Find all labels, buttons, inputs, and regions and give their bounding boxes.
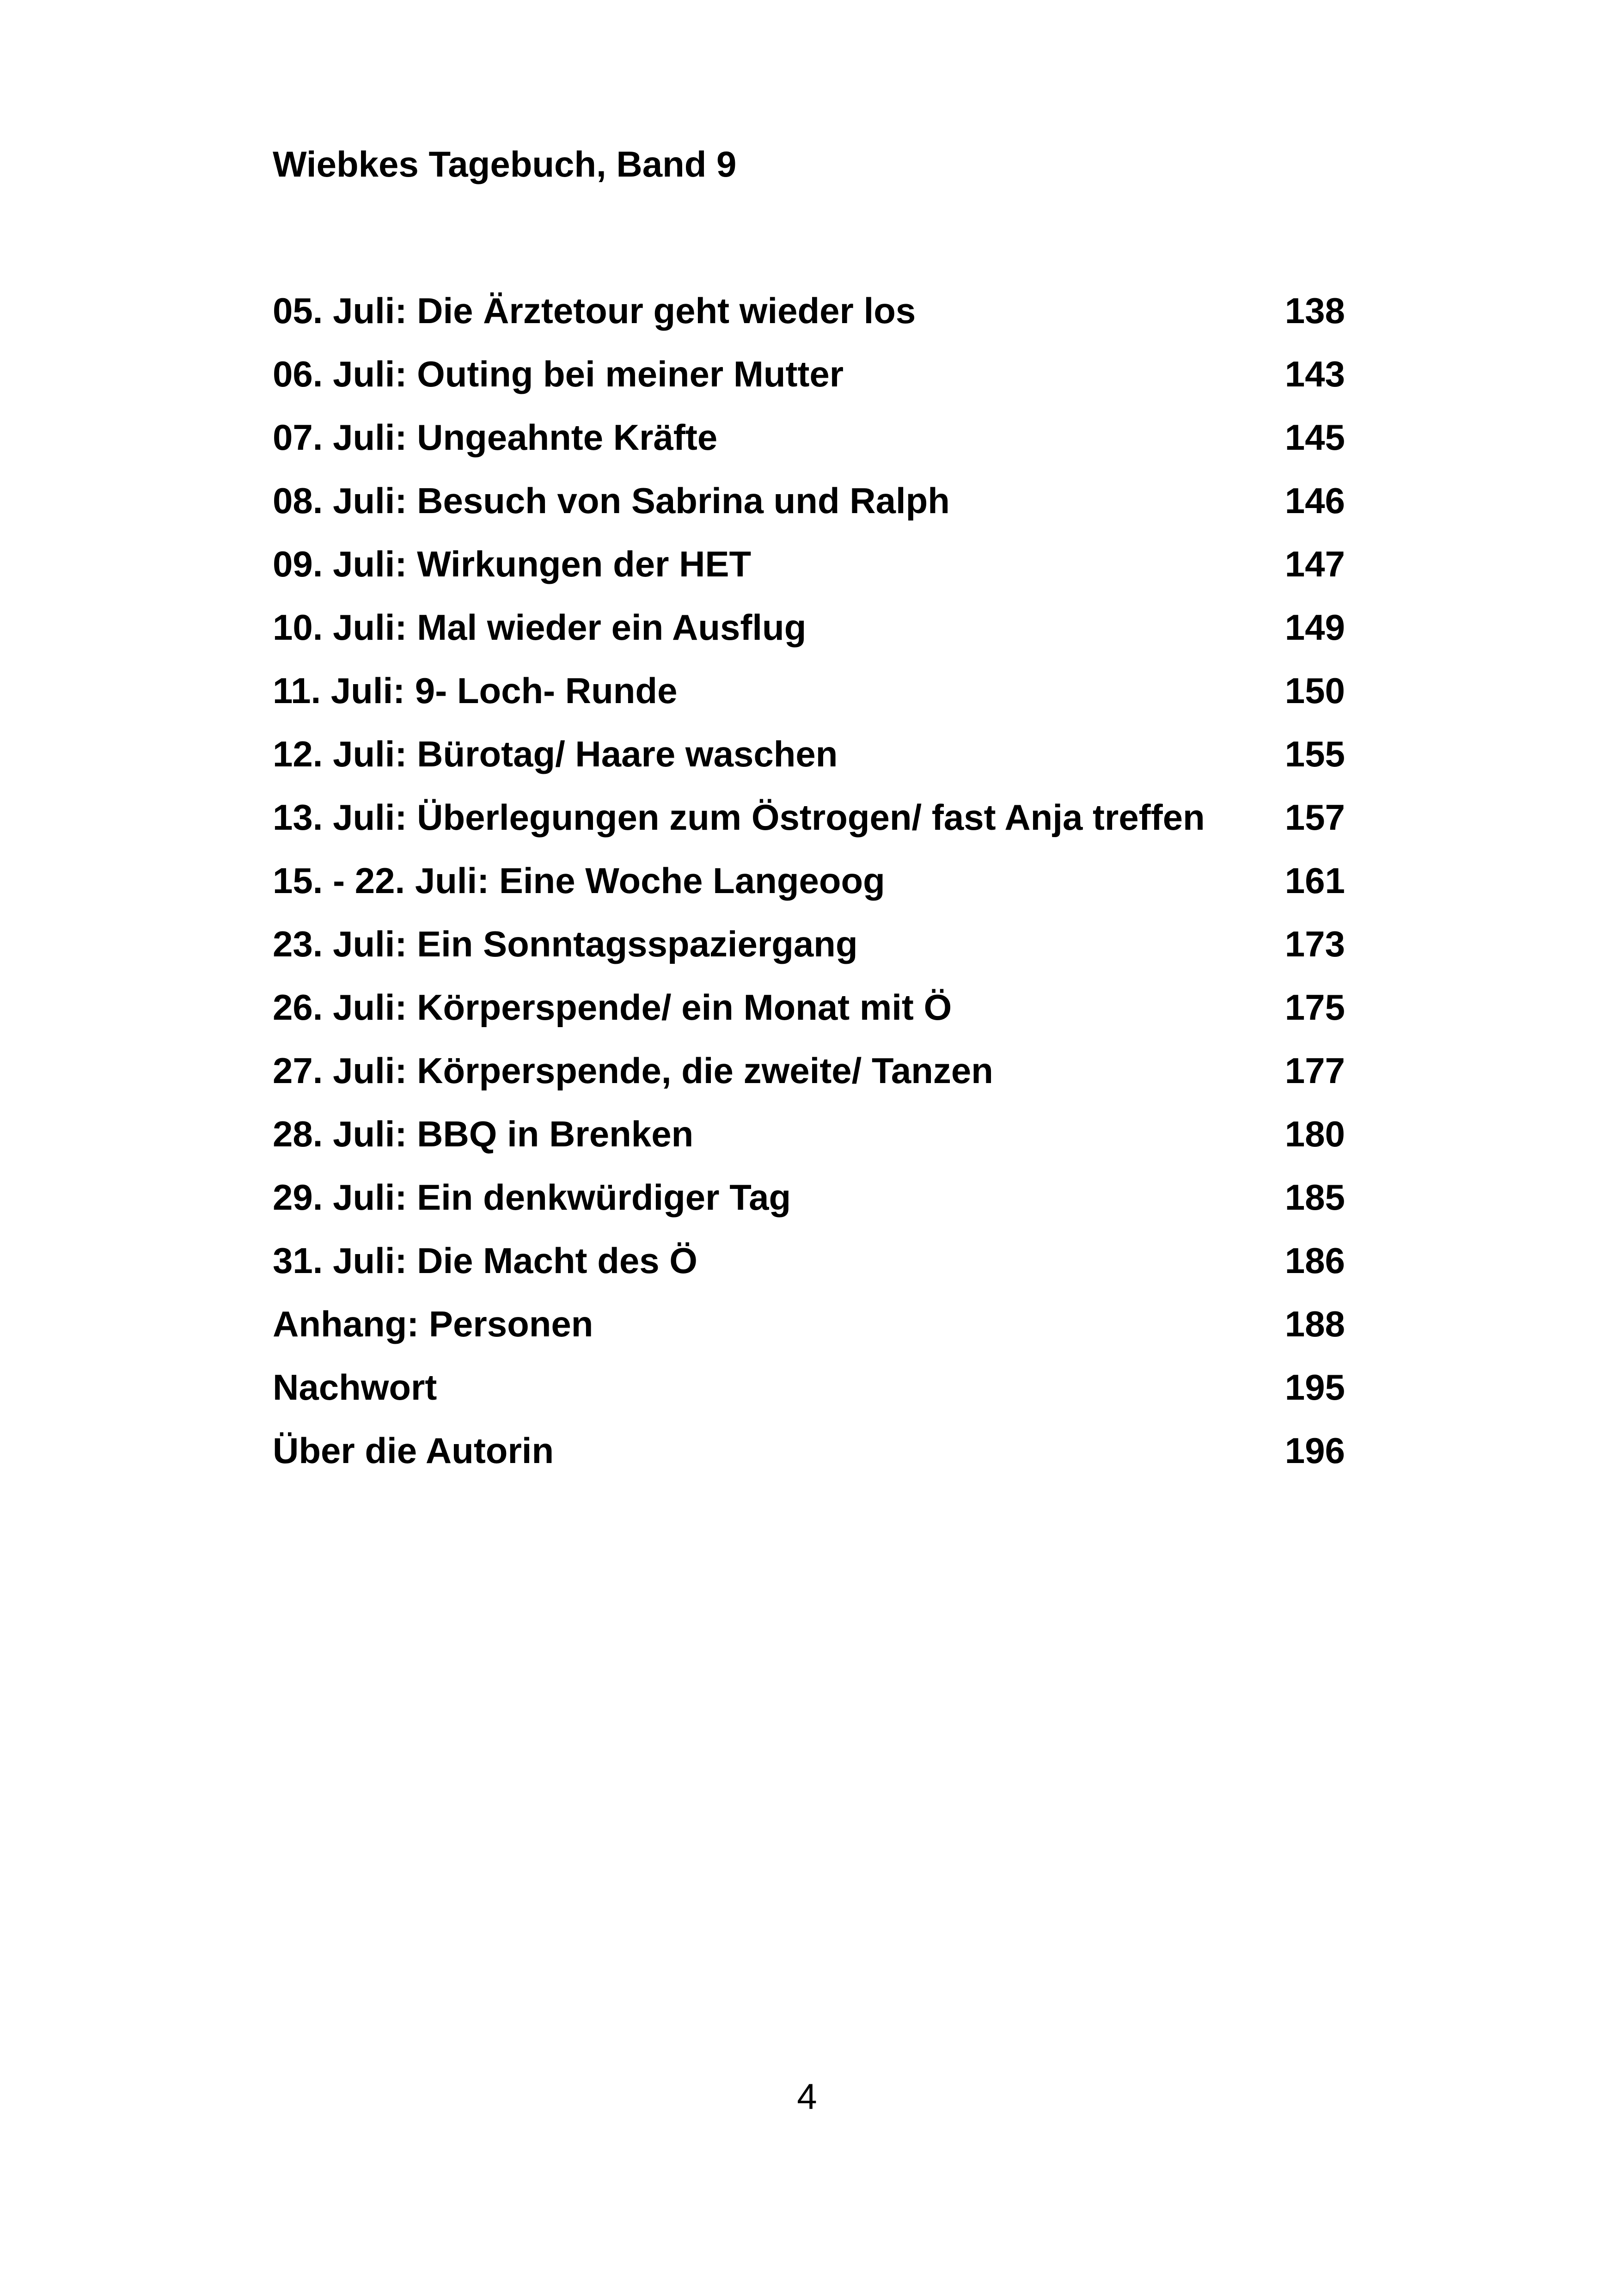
toc-entry-page: 173	[1284, 924, 1345, 964]
toc-entry-title: 11. Juli: 9- Loch- Runde	[273, 670, 678, 711]
toc-entry-title: 05. Juli: Die Ärztetour geht wieder los	[273, 290, 916, 331]
toc-entry-title: Über die Autorin	[273, 1430, 554, 1471]
toc-entry-page: 185	[1284, 1177, 1345, 1218]
table-of-contents	[273, 288, 1345, 1491]
toc-entry	[273, 731, 1345, 794]
toc-entry-page: 150	[1284, 670, 1345, 711]
toc-entry-page: 145	[1284, 417, 1345, 458]
toc-entry	[273, 1237, 1345, 1301]
toc-entry-page: 195	[1284, 1367, 1345, 1408]
toc-entry-page: 175	[1284, 987, 1345, 1028]
toc-entry	[273, 1301, 1345, 1364]
toc-entry-page: 180	[1284, 1114, 1345, 1154]
book-title: Wiebkes Tagebuch, Band 9	[273, 144, 737, 184]
toc-entry-title: 13. Juli: Überlegungen zum Östrogen/ fast Anja treffen	[273, 797, 1205, 838]
toc-entry	[273, 604, 1345, 667]
toc-entry	[273, 288, 1345, 351]
toc-entry	[273, 1364, 1345, 1427]
toc-entry-title: 26. Juli: Körperspende/ ein Monat mit Ö	[273, 987, 952, 1028]
toc-entry-title: 15. - 22. Juli: Eine Woche Langeoog	[273, 860, 885, 901]
toc-entry-title: 27. Juli: Körperspende, die zweite/ Tanzen	[273, 1050, 993, 1091]
toc-entry	[273, 857, 1345, 921]
toc-entry	[273, 1174, 1345, 1237]
toc-entry-page: 143	[1284, 354, 1345, 394]
toc-entry	[273, 1111, 1345, 1174]
toc-entry	[273, 667, 1345, 731]
toc-entry-title: 07. Juli: Ungeahnte Kräfte	[273, 417, 718, 458]
toc-entry	[273, 921, 1345, 984]
toc-entry-title: Nachwort	[273, 1367, 437, 1408]
toc-entry-page: 188	[1284, 1304, 1345, 1344]
toc-entry-page: 146	[1284, 480, 1345, 521]
toc-entry-title: 31. Juli: Die Macht des Ö	[273, 1240, 697, 1281]
toc-entry-title: 08. Juli: Besuch von Sabrina und Ralph	[273, 480, 950, 521]
toc-entry	[273, 478, 1345, 541]
toc-entry-page: 196	[1284, 1430, 1345, 1471]
toc-entry-title: 12. Juli: Bürotag/ Haare waschen	[273, 734, 838, 774]
toc-entry	[273, 351, 1345, 414]
toc-entry-title: 10. Juli: Mal wieder ein Ausflug	[273, 607, 807, 648]
toc-entry-page: 138	[1284, 290, 1345, 331]
toc-entry	[273, 414, 1345, 478]
toc-entry-page: 177	[1284, 1050, 1345, 1091]
toc-entry	[273, 541, 1345, 604]
toc-entry	[273, 984, 1345, 1047]
toc-entry	[273, 1427, 1345, 1491]
toc-entry-page: 147	[1284, 544, 1345, 584]
toc-entry-title: 29. Juli: Ein denkwürdiger Tag	[273, 1177, 791, 1218]
toc-entry-page: 149	[1284, 607, 1345, 648]
page-number: 4	[797, 2076, 817, 2117]
toc-entry	[273, 794, 1345, 857]
toc-entry-title: 28. Juli: BBQ in Brenken	[273, 1114, 694, 1154]
toc-entry-page: 155	[1284, 734, 1345, 774]
toc-entry-page: 157	[1284, 797, 1345, 838]
toc-entry-page: 161	[1284, 860, 1345, 901]
toc-entry-title: 09. Juli: Wirkungen der HET	[273, 544, 752, 584]
toc-entry	[273, 1047, 1345, 1111]
toc-entry-title: Anhang: Personen	[273, 1304, 593, 1344]
toc-entry-title: 23. Juli: Ein Sonntagsspaziergang	[273, 924, 858, 964]
toc-entry-title: 06. Juli: Outing bei meiner Mutter	[273, 354, 844, 394]
toc-entry-page: 186	[1284, 1240, 1345, 1281]
